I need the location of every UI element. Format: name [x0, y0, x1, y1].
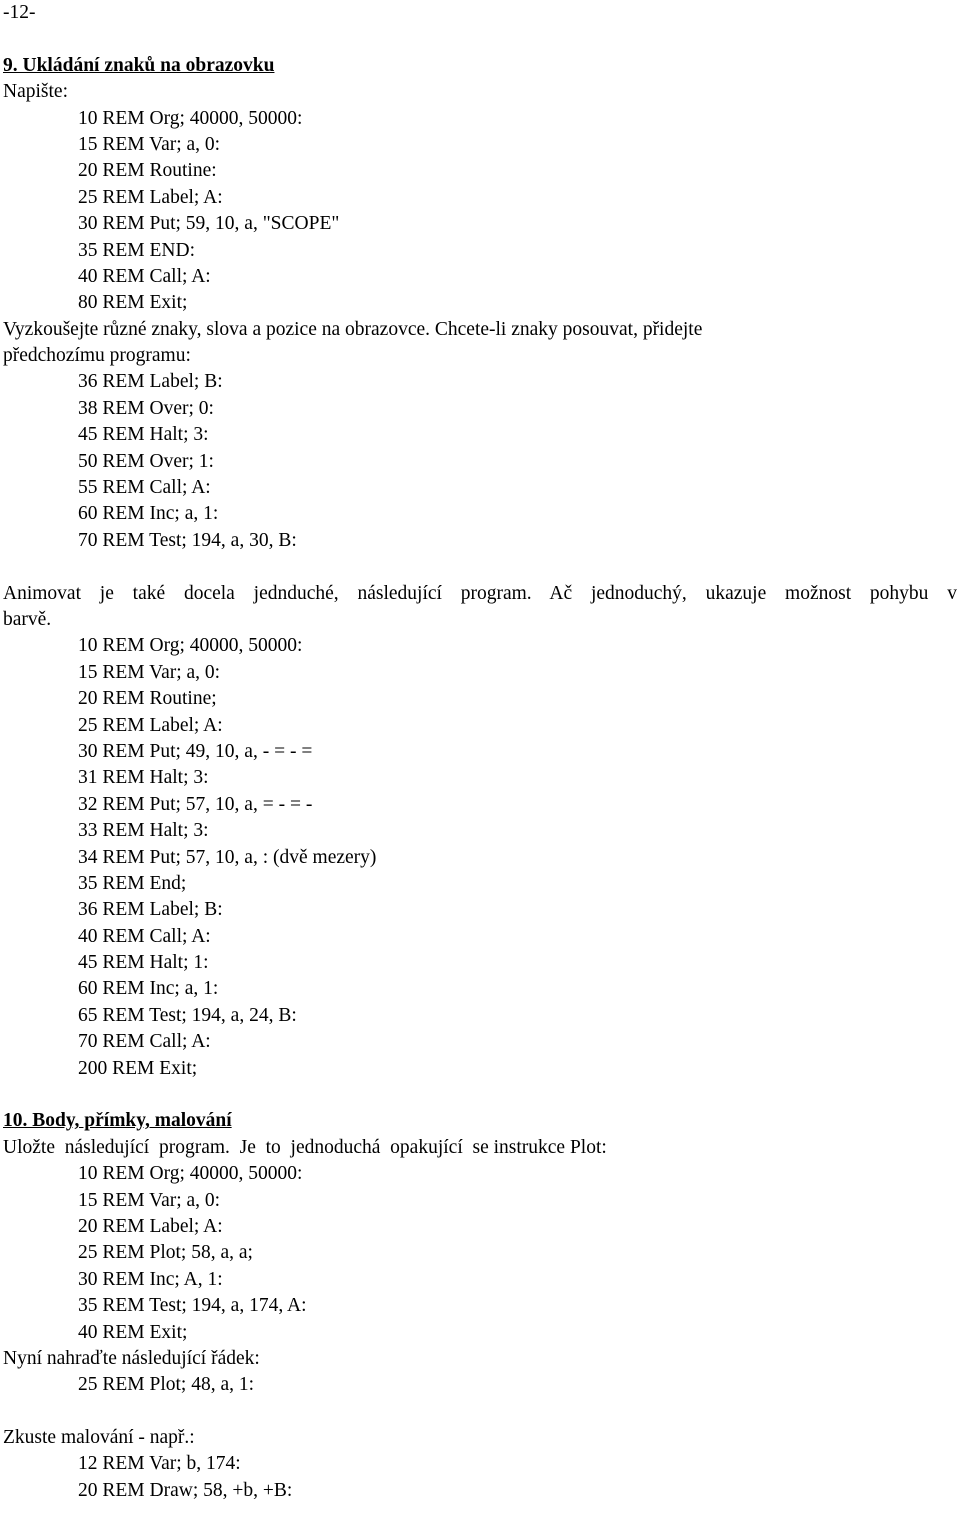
code-line: 30 REM Put; 59, 10, a, "SCOPE" [78, 213, 340, 235]
code-line: 32 REM Put; 57, 10, a, = - = - [78, 793, 313, 815]
code-line: 35 REM End; [78, 872, 187, 894]
code-line: 31 REM Halt; 3: [78, 767, 209, 789]
document-page [3, 0, 957, 1504]
code-line: 60 REM Inc; a, 1: [78, 978, 219, 1000]
spacer [3, 26, 957, 52]
code-line: 40 REM Call; A: [78, 265, 211, 287]
spacer [3, 1399, 957, 1425]
paragraph-2-line-2: barvě. [3, 608, 52, 630]
code-line: 40 REM Exit; [78, 1321, 188, 1343]
code-line: 20 REM Routine: [78, 160, 217, 182]
code-line: 15 REM Var; a, 0: [78, 133, 221, 155]
code-line: 35 REM Test; 194, a, 174, A: [78, 1295, 307, 1317]
code-line: 15 REM Var; a, 0: [78, 661, 221, 683]
code-line: 25 REM Plot; 58, a, a; [78, 1242, 253, 1264]
code-line: 45 REM Halt; 3: [78, 424, 209, 446]
code-line: 15 REM Var; a, 0: [78, 1189, 221, 1211]
paragraph-2-line-1: Animovat je také docela jednduché, následující program. Ač jednoduchý, ukazuje možnost pohybu v [3, 582, 957, 604]
spacer [3, 554, 957, 580]
code-line: 10 REM Org; 40000, 50000: [78, 635, 303, 657]
code-line: 65 REM Test; 194, a, 24, B: [78, 1004, 297, 1026]
code-block-2 [3, 369, 957, 554]
code-line: 25 REM Label; A: [78, 186, 223, 208]
code-line: 36 REM Label; B: [78, 371, 223, 393]
page-number: -12- [3, 2, 36, 23]
section-10-heading: 10. Body, přímky, malování [3, 1110, 232, 1132]
code-line: 40 REM Call; A: [78, 925, 211, 947]
code-line: 35 REM END: [78, 239, 195, 261]
code-line: 20 REM Routine; [78, 688, 217, 710]
code-line: 36 REM Label; B: [78, 899, 223, 921]
paragraph-1-line-2: předchozímu programu: [3, 345, 191, 367]
code-line: 70 REM Test; 194, a, 30, B: [78, 529, 297, 551]
code-line: 30 REM Inc; A, 1: [78, 1268, 223, 1290]
code-line: 50 REM Over; 1: [78, 450, 214, 472]
code-line: 30 REM Put; 49, 10, a, - = - = [78, 740, 313, 762]
section-9-heading: 9. Ukládání znaků na obrazovku [3, 54, 275, 76]
code-line: 200 REM Exit; [78, 1057, 198, 1079]
code-line: 20 REM Label; A: [78, 1215, 223, 1237]
code-line: 55 REM Call; A: [78, 477, 211, 499]
code-line: 34 REM Put; 57, 10, a, : (dvě mezery) [78, 846, 377, 868]
code-line: 45 REM Halt; 1: [78, 952, 209, 974]
code-line: 10 REM Org; 40000, 50000: [78, 107, 303, 129]
section-10-intro: Uložte následující program. Je to jednoduchá opakující se instrukce Plot: [3, 1136, 607, 1158]
code-line: 60 REM Inc; a, 1: [78, 503, 219, 525]
code-block-1 [3, 106, 957, 317]
code-line: 25 REM Plot; 48, a, 1: [78, 1374, 255, 1396]
code-line: 25 REM Label; A: [78, 714, 223, 736]
code-line: 20 REM Draw; 58, +b, +B: [78, 1479, 293, 1501]
code-line: 10 REM Org; 40000, 50000: [78, 1163, 303, 1185]
spacer [3, 1082, 957, 1108]
paragraph-1-line-1: Vyzkoušejte různé znaky, slova a pozice na obrazovce. Chcete-li znaky posouvat, přidejte [3, 318, 703, 340]
replace-instruction: Nyní nahraďte následující řádek: [3, 1347, 260, 1369]
code-line: 70 REM Call; A: [78, 1031, 211, 1053]
code-line: 38 REM Over; 0: [78, 397, 214, 419]
code-line: 12 REM Var; b, 174: [78, 1453, 241, 1475]
code-line: 80 REM Exit; [78, 292, 188, 314]
code-block-3 [3, 633, 957, 1082]
code-line: 33 REM Halt; 3: [78, 820, 209, 842]
paint-instruction: Zkuste malování - např.: [3, 1427, 195, 1449]
code-block-5 [3, 1451, 957, 1504]
code-block-4 [3, 1161, 957, 1346]
section-9-intro: Napište: [3, 81, 68, 103]
